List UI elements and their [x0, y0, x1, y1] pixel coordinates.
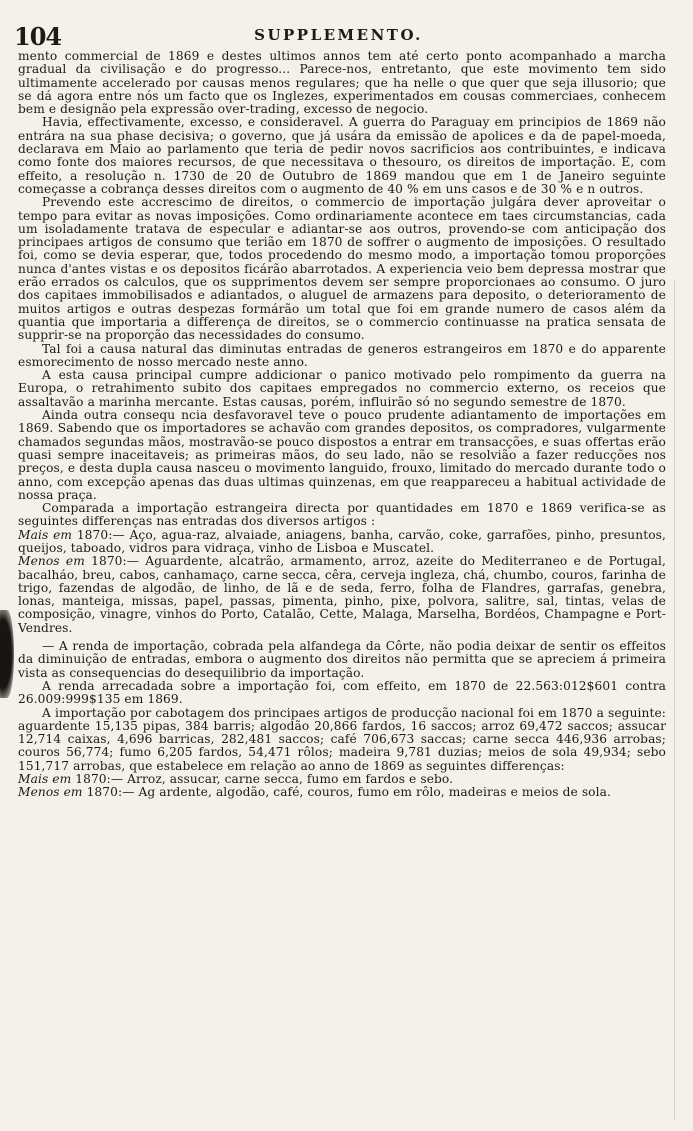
list-more-1-year: 1870	[76, 527, 109, 542]
list-less-2-items: :— Ag ardente, algodão, café, couros, fumo em rôlo, madeiras e meios de sola.	[117, 785, 611, 800]
paragraph-6: Ainda outra consequ ncia desfavoravel teve o pouco prudente adiantamento de importações em 1869. Sabendo que os importadores se achavão com grandes depositos, os compradores, vulgarmente chamados segundas mãos, mostravão-se pouco dispostos a entrar em transacções, e suas offertas erão quasi sempre inaceitaveis; as primeiras mãos, do seu lado, não se resolvião a fazer reducções nos preços, e desta dupla causa nasceu o movimento languido, frouxo, limitado do mercado durante todo o anno, com excepção apenas das duas ultimas quinzenas, em que reappareceu a habitual actividade de nossa praça.	[18, 408, 666, 502]
list-more-2-label: Mais em	[18, 772, 72, 787]
ink-blot	[0, 610, 14, 698]
paragraph-3: Prevendo este accrescimo de direitos, o commercio de importação julgára dever aproveitar o tempo para evitar as novas imposições. Como ordinariamente acontece em taes circumstancias, cada um isoladamente tratava de especular e adiantar-se aos outros, provendo-se com anticipação dos principaes artigos de consumo que terião em 1870 de soffrer o augmento de imposições. O resultado foi, como se devia esperar, que, todos procedendo do mesmo modo, a importação tomou proporções nunca d'antes vistas e os depositos ficárão abarrotados. A experiencia veio bem depressa mostrar que erão errados os calculos, que os supprimentos devem ser sempre proporcionaes ao consumo. O juro dos capitaes immobilisados e adiantados, o aluguel de armazens para deposito, o deterioramento de muitos artigos e outras despezas formárão um total que foi em grande numero de casos além da quantia que importaria a differença de direitos, se o commercio continuasse na pratica sensata de supprir-se na proporção das necessidades do consumo.	[18, 195, 666, 343]
list-less-2	[18, 786, 666, 799]
page-number: 104	[14, 22, 62, 51]
paragraph-8: — A renda de importação, cobrada pela alfandega da Côrte, não podia deixar de sentir os effeitos da diminuição de entradas, embora o augmento dos direitos não permitta que se apreciem á primeira vista as consequencias do desequilibrio da importação.	[18, 639, 666, 680]
paragraph-1: mento commercial de 1869 e destes ultimos annos tem até certo ponto acompanhado a marcha gradual da civilisação e do progresso... Parece-nos, entretanto, que este movimento tem sido ultimamente accelerado por causas menos regulares; que ha nelle o que quer que seja illusorio; que se dá agora entre nós um facto que os Inglezes, experimentados em cousas commerciaes, conhecem bem e designão pela expressão over-trading, excesso de negocio.	[18, 49, 666, 117]
list-more-1-label: Mais em	[18, 527, 73, 542]
paragraph-4: Tal foi a causa natural das diminutas entradas de generos estrangeiros em 1870 e do apparente esmorecimento de nosso mercado neste anno.	[18, 341, 666, 369]
body-text	[18, 50, 666, 800]
list-more-1	[18, 529, 666, 556]
paragraph-7: Comparada a importação estrangeira directa por quantidades em 1870 e 1869 verifica-se as seguintes differenças nas entradas dos diversos artigos :	[18, 501, 666, 529]
list-less-1-items: :— Aguardente, alcatrão, armamento, arroz, azeite do Mediterraneo e de Portugal, bacalháo, breu, cabos, canhamaço, carne secca, cêra, cerveja ingleza, chá, chumbo, couros, farinha de trigo, fazendas de algodão, de linho, de lã e de seda, ferro, folha de Flandres, garrafas, genebra, lonas, manteiga, missas, papel, passas, pimenta, pinho, pixe, polvora, salitre, sal, tintas, velas de composição, vinagre, vinhos do Porto, Catalão, Cette, Malaga, Marselha, Bordéos, Champagne e Port-Vendres.	[18, 554, 666, 635]
paragraph-9: A renda arrecadada sobre a importação foi, com effeito, em 1870 de 22.563:012$601 contra 26.009:999$135 em 1869.	[18, 678, 666, 707]
list-less-1-year: 1870	[91, 554, 123, 569]
list-more-2-year: 1870	[75, 772, 107, 787]
page-title: SUPPLEMENTO.	[254, 26, 423, 44]
paragraph-2: Havia, effectivamente, excesso, e consideravel. A guerra do Paraguay em principios de 1869 não entrára na sua phase decisiva; o governo, que já usára da emissão de apolices e da de papel-moeda, declarava em Maio ao parlamento que teria de pedir novos sacrificios aos contribuintes, e indicava como fonte dos maiores recursos, de que necessitava o thesouro, os direitos de importação. E, com effeito, a resolução n. 1730 de 20 de Outubro de 1869 mandou que em 1 de Janeiro seguinte começasse a cobrança desses direitos com o augmento de 40 % em uns casos e de 30 % e n outros.	[18, 115, 666, 196]
list-less-2-year: 1870	[86, 785, 118, 800]
list-more-1-items: :— Aço, agua-raz, alvaiade, aniagens, banha, carvão, coke, garrafões, pinho, presuntos, queijos, taboado, vidros para vidraça, vinho de Lisboa e Muscatel.	[18, 527, 666, 555]
list-less-1-label: Menos em	[18, 554, 85, 569]
page-header	[14, 22, 663, 51]
paragraph-5: A esta causa principal cumpre addicionar o panico motivado pelo rompimento da guerra na Europa, o retrahimento subito dos capitaes empregados no commercio externo, os receios que assaltavão a marinha mercante. Estas causas, porém, influirão só no segundo semestre de 1870.	[18, 368, 666, 409]
paragraph-10: A importação por cabotagem dos principaes artigos de producção nacional foi em 1870 a seguinte: aguardente 15,135 pipas, 384 barris; algodão 20,866 fardos, 16 saccos; arroz 69,472 saccos; assucar 12,714 caixas, 4,696 barricas, 282,481 saccos; café 706,673 saccas; carne secca 446,936 arrobas; couros 56,774; fumo 6,205 fardos, 54,471 rôlos; madeira 9,781 duzias; meios de sola 49,934; sebo 151,717 arrobas, que estabelece em relação ao anno de 1869 as seguintes differenças:	[18, 705, 666, 773]
list-more-2	[18, 773, 666, 786]
list-less-1	[18, 555, 666, 635]
list-more-2-items: :— Arroz, assucar, carne secca, fumo em fardos e sebo.	[106, 772, 454, 787]
list-less-2-label: Menos em	[18, 785, 83, 800]
margin-line	[674, 280, 675, 1120]
